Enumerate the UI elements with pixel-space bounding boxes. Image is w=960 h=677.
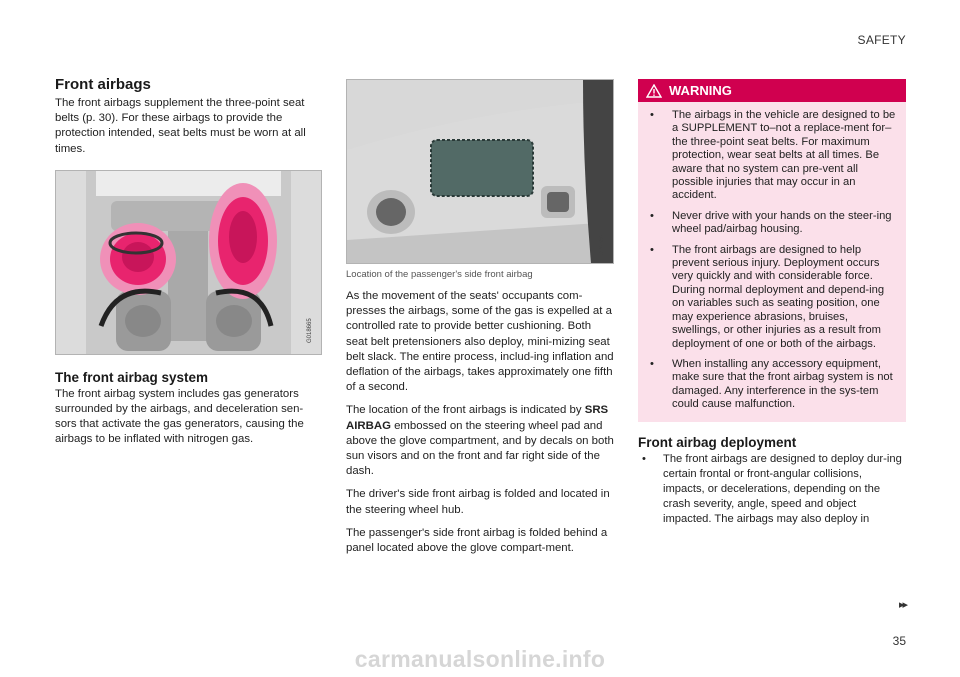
warning-box [638, 79, 906, 422]
warning-triangle-icon [646, 84, 662, 98]
column-front-airbags [55, 76, 322, 456]
paragraph-3: The driver's side front airbag is folded and located in the steering wheel hub. [346, 488, 610, 516]
warning-list [638, 102, 906, 422]
watermark: carmanualsonline.info [354, 646, 606, 672]
column-warning [638, 76, 906, 534]
airbag-top-view-illustration [55, 170, 322, 355]
warning-title: WARNING [669, 83, 732, 98]
warning-header [638, 79, 906, 102]
paragraph-4: The passenger's side front airbag is folded behind a panel located above the glove compart-ment. [346, 526, 608, 555]
column-airbag-location [346, 79, 614, 564]
list-item: • The airbags in the vehicle are designed to be a SUPPLEMENT to–not a replace-ment for–the three-point seat belts. For maximum protection, wear seat belts at all times. Be aware that no system can pre-vent all possible injuries that may occur in an accident. [646, 109, 898, 203]
figure-caption: Location of the passenger's side front airbag [346, 269, 533, 280]
dashboard-illustration [346, 79, 614, 264]
figure-code: G018665 [307, 318, 313, 343]
system-paragraph: The front airbag system includes gas generators surrounded by the airbags, and deceleration sen-sors that activate the gas generators, causing the airbags to be inflated with nitrogen gas. [55, 387, 304, 446]
car-interior-drawing [56, 171, 321, 354]
srs-airbag-term: SRS AIRBAG [346, 404, 609, 432]
figure-code: G043544 [599, 231, 605, 256]
section-header: SAFETY [857, 33, 906, 47]
dashboard-drawing [347, 80, 613, 263]
paragraph-1: As the movement of the seats' occupants com-presses the airbags, some of the gas is expelled at a controlled rate to provide better cushioning. Both seat belt pretensioners also deploy, mini-mizing seat belt slack. The entire process, includ-ing inflation and deflation of the airbags, takes approximately one fifth of a second. [346, 290, 614, 394]
subsection-title: The front airbag system [55, 369, 209, 385]
list-item: • When installing any accessory equipment, make sure that the front airbag system is not damaged. Any interference in the sys-tem could cause malfunction. [646, 358, 898, 412]
deployment-list [638, 452, 906, 527]
page-number: 35 [892, 634, 906, 648]
list-item: • The front airbags are designed to deploy dur-ing certain frontal or front-angular collisions, impacts, or decelerations, depending on the crash severity, angle, speed and object impacted. The airbags may also deploy in [638, 452, 906, 527]
section-title: Front airbags [55, 76, 151, 93]
list-item: • Never drive with your hands on the steer-ing wheel pad/airbag housing. [646, 210, 898, 237]
next-page-arrows-icon: ▸▸ [898, 599, 906, 611]
intro-paragraph: The front airbags supplement the three-point seat belts (p. 30). For these airbags to provide the protection intended, seat belts must be worn at all times. [55, 97, 306, 155]
subsection-title: Front airbag deployment [638, 434, 797, 450]
paragraph-2: The location of the front airbags is indicated by SRS AIRBAG embossed on the steering wheel pad and above the glove compartment, and by decals on both sun visors and on the front and far right side of the dash. [346, 404, 614, 478]
list-item: • The front airbags are designed to help prevent serious injury. Deployment occurs very quickly and with considerable force. During normal deployment and depend-ing on variables such as seating position, one may experience abrasions, bruises, swellings, or other injuries as a result from deployment of one or both of the airbags. [646, 244, 898, 351]
